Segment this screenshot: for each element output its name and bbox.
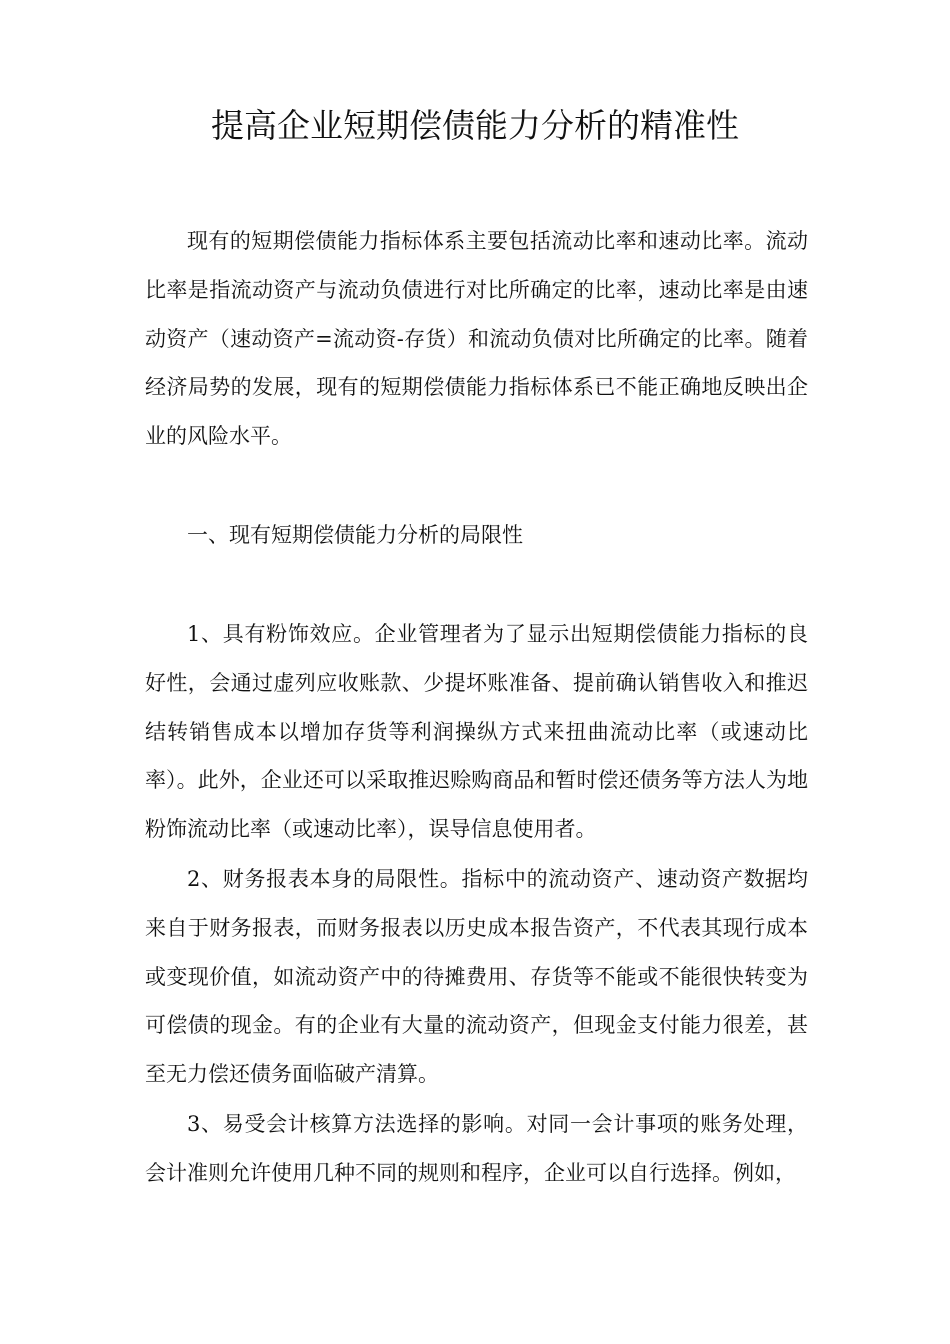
intro-paragraph: 现有的短期偿债能力指标体系主要包括流动比率和速动比率。流动比率是指流动资产与流动负债进行对比所确定的比率，速动比率是由速动资产（速动资产=流动资-存货）和流动负债对比所确定的比率。随着经济局势的发展，现有的短期偿债能力指标体系已不能正确地反映出企业的风险水平。: [145, 229, 808, 449]
point-paragraph-3: 3、易受会计核算方法选择的影响。对同一会计事项的账务处理，会计准则允许使用几种不同的规则和程序，企业可以自行选择。例如，: [145, 1112, 808, 1185]
point-paragraph-2: 2、财务报表本身的局限性。指标中的流动资产、速动资产数据均来自于财务报表，而财务报表以历史成本报告资产，不代表其现行成本或变现价值，如流动资产中的待摊费用、存货等不能或不能很快转变为可偿债的现金。有的企业有大量的流动资产，但现金支付能力很差，甚至无力偿还债务面临破产清算。: [145, 867, 808, 1087]
section-heading: 一、现有短期偿债能力分析的局限性: [187, 523, 523, 547]
point-paragraph-1: 1、具有粉饰效应。企业管理者为了显示出短期偿债能力指标的良好性，会通过虚列应收账款、少提坏账准备、提前确认销售收入和推迟结转销售成本以增加存货等利润操纵方式来扭曲流动比率（或速动比率）。此外，企业还可以采取推迟赊购商品和暂时偿还债务等方法人为地粉饰流动比率（或速动比率），误导信息使用者。: [145, 622, 808, 842]
document-title: 提高企业短期偿债能力分析的精准性: [211, 106, 739, 145]
